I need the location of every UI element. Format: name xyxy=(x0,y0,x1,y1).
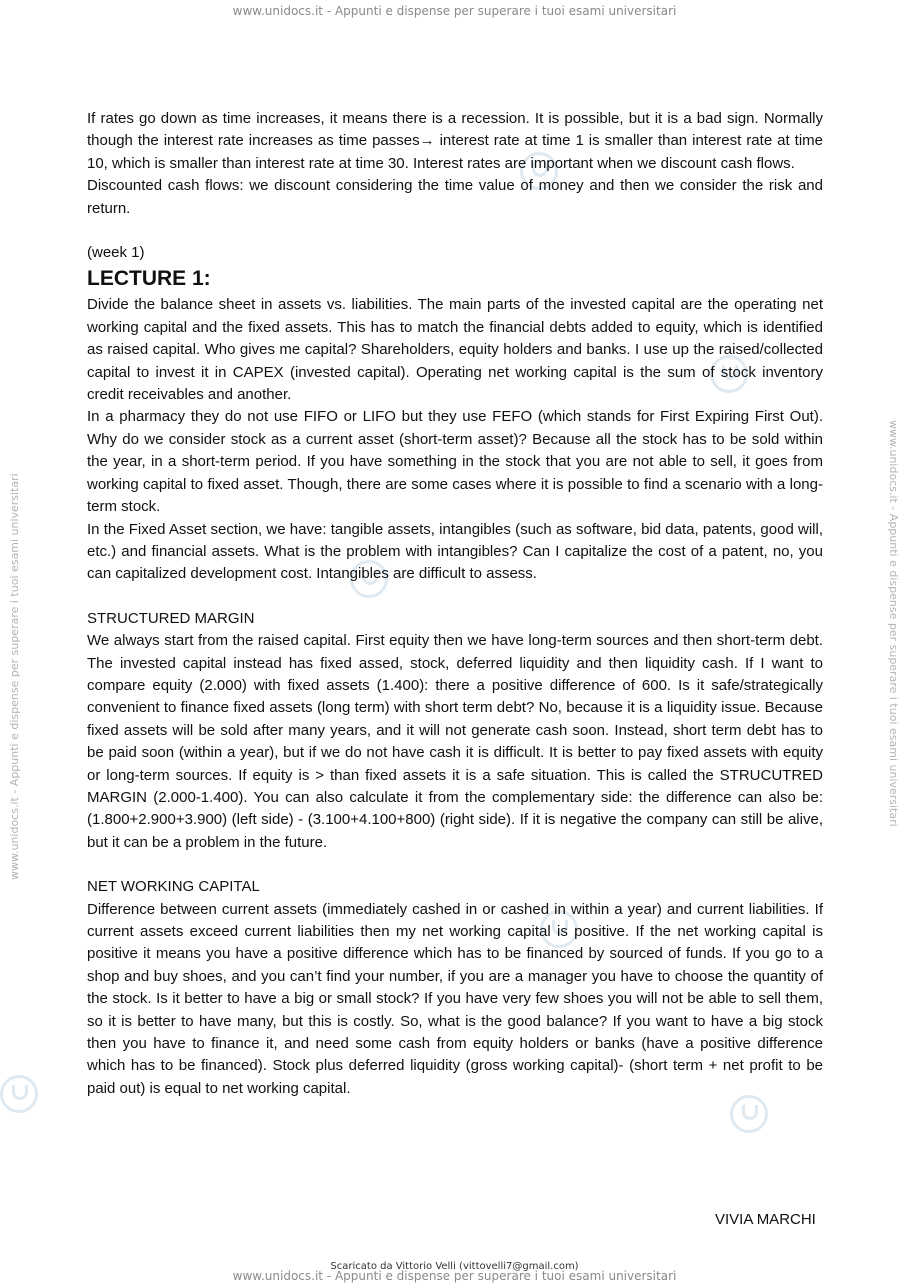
unidocs-logo-icon xyxy=(0,1075,38,1113)
lecture-title: LECTURE 1: xyxy=(87,267,211,291)
lecture-paragraph-2: In a pharmacy they do not use FIFO or LIFO but they use FEFO (which stands for First Expiring First Out). Why do we consider stock as a current asset (short-term asset)? Because all the stock has to be sold within the year, in a short-term period. If you have something in the stock that you are not able to sell, it goes from working capital to fixed asset. Though, there are some cases where it is possible to find a scenario with a long-term stock. xyxy=(87,408,823,516)
lecture-paragraph-1: Divide the balance sheet in assets vs. liabilities. The main parts of the invested capital are the operating net working capital and the fixed assets. This has to match the financial debts added to equity, which is identified as raised capital. Who gives me capital? Shareholders, equity holders and banks. I use up the raised/collected capital to invest it in CAPEX (invested capital). Operating net working capital is the sum of stock inventory credit receivables and another. xyxy=(87,296,823,404)
net-working-capital-title: NET WORKING CAPITAL xyxy=(87,878,260,896)
net-working-capital-paragraph: Difference between current assets (immediately cashed in or cashed in within a year) and current liabilities. If current assets exceed current liabilities then my net working capital is positive. If the net working capital is positive it means you have a positive difference which has to be financed by sourced of funds. If you go to a shop and buy shoes, and you can’t find your number, if you are a manager you have to choose the quantity of the stock. Is it better to have a big or small stock? If you have very few shoes you will not be able to sell them, so it is better to have many, but this is costly. So, what is the good balance? If you want to have a big stock then you have to finance it, and need some cash from equity holders or banks (have a positive difference which has to be financed). Stock plus deferred liquidity (gross working capital)- (short term + net profit to be paid out) is equal to net working capital. xyxy=(87,900,823,1097)
lecture-paragraph-3: In the Fixed Asset section, we have: tangible assets, intangibles (such as software, bid data, patents, good will, etc.) and financial assets. What is the problem with intangibles? Can I capitalize the cost of a patent, no, you can capitalized development cost. Intangibles are difficult to assess. xyxy=(87,520,823,583)
author-name: VIVIA MARCHI xyxy=(715,1211,816,1228)
watermark-left: www.unidocs.it - Appunti e dispense per superare i tuoi esami universitari xyxy=(8,473,21,880)
watermark-right: www.unidocs.it - Appunti e dispense per superare i tuoi esami universitari xyxy=(887,420,900,827)
unidocs-logo-icon xyxy=(730,1095,768,1133)
week-label: (week 1) xyxy=(87,244,145,262)
structured-margin-title: STRUCTURED MARGIN xyxy=(87,609,255,627)
intro-paragraph-2: Discounted cash flows: we discount considering the time value of money and then we consider the risk and return. xyxy=(87,177,823,217)
watermark-bottom: www.unidocs.it - Appunti e dispense per superare i tuoi esami universitari xyxy=(232,1269,677,1283)
document-body xyxy=(87,108,823,1100)
structured-margin-paragraph: We always start from the raised capital. First equity then we have long-term sources and then short-term debt. The invested capital instead has fixed assed, stock, deferred liquidity and then liquidity cash. If I want to compare equity (2.000) with fixed assets (1.400): there a positive difference of 600. Is it safe/strategically convenient to finance fixed assets (long term) with short term debt? No, because it is a liquidity issue. Because fixed assets will be sold after many years, and it will not generate cash soon. Instead, short term debt has to be paid soon (within a year), but if we do not have cash it is difficult. It is better to pay fixed assets with equity or long-term sources. If equity is > than fixed assets it is a safe situation. This is called the STRUCUTRED MARGIN (2.000-1.400). You can also calculate it from the complementary side: the difference can also be: (1.800+2.900+3.900) (left side) - (3.100+4.100+800) (right side). If it is negative the company can still be alive, but it can be a problem in the future. xyxy=(87,632,823,851)
download-credit: Scaricato da Vittorio Velli (vittovelli7@gmail.com) xyxy=(330,1261,579,1272)
intro-paragraph-1: If rates go down as time increases, it means there is a recession. It is possible, but it is a bad sign. Normally though the interest rate increases as time passes→ interest rate at time 1 is smaller than interest rate at time 10, which is smaller than interest rate at time 30. Interest rates are important when we discount cash flows. xyxy=(87,110,823,172)
watermark-top: www.unidocs.it - Appunti e dispense per superare i tuoi esami universitari xyxy=(232,4,677,18)
